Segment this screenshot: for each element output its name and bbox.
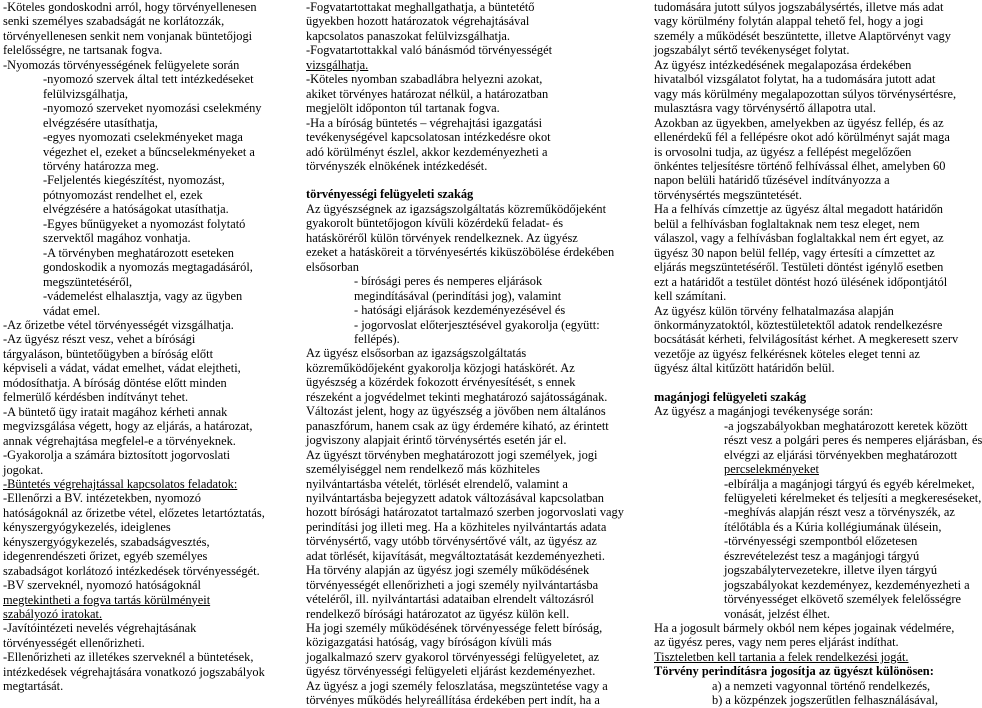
text-line: Az ügyész intézkedésének megalapozása érdekében <box>654 57 912 72</box>
text-line: pótnyomozást rendelhet el, ezek <box>43 187 203 202</box>
text-line: közigazgatási hatóság, vagy bíróságon kívüli más <box>306 635 552 650</box>
list-item: - hatósági eljárások kezdeményezésével és <box>354 303 566 318</box>
text-line: kapcsolatos panaszokat felülvizsgálhatja. <box>306 28 511 43</box>
list-item: törvényességet elkövető személyek felelősségre <box>724 592 962 607</box>
text-line: részeként a jogvédelmet tekinti meghatározó sajátosságának. <box>306 389 608 404</box>
text-line: törvényszék elnökének intézkedését. <box>306 158 488 173</box>
text-line: elsősorban <box>306 259 359 274</box>
text-line: jogokat. <box>3 462 44 477</box>
text-line: senki személyes szabadságát ne korlátozzák, <box>3 14 225 29</box>
column-left <box>3 0 268 693</box>
list-item: ítélőtábla és a Kúria kollégiumának ülésein, <box>724 519 942 534</box>
text-line: gondoskodik a nyomozás megtagadásáról, <box>43 260 253 275</box>
text-line: ezeket a hatásköreit a törvényesértés kiküszöbölése érdekében <box>306 245 615 260</box>
text-line: törvénysértés megszüntetését. <box>654 187 802 202</box>
text-line: megtekintheti a fogva tartás körülményeit <box>3 592 211 607</box>
list-item: a) a nemzeti vagyonnal történő rendelkezés, <box>712 678 931 693</box>
text-line: megszüntetéséről, <box>43 274 133 289</box>
list-item: jogszabálytervezetekre, illetve ilyen tárgyú <box>724 563 938 578</box>
list-item: -a jogszabályokban meghatározott keretek között <box>724 418 968 433</box>
text-line: -Ellenőrizheti az illetékes szerveknél a büntetések, <box>3 650 254 665</box>
text-line: -Feljelentés kiegészítést, nyomozást, <box>43 173 225 188</box>
text-line: -Nyomozás törvényességének felügyelete során <box>3 57 240 72</box>
text-line: nyilvántartásba vételét, törlését elrendelő, valamint a <box>306 476 568 491</box>
text-line: kényszergyógykezelés, ideiglenes <box>3 520 171 535</box>
text-line: törvényes működés helyreállítása érdekében pert indít, ha a <box>306 693 600 708</box>
text-line: -Az őrizetbe vétel törvényességét vizsgálhatja. <box>3 317 234 332</box>
text-line: jogszabályt sértő tevékenységet folytat. <box>654 43 850 58</box>
text-line: törvényellenesen senkit nem vonjanak büntetőjogi <box>3 28 253 43</box>
text-line: is orvosolni tudja, az ügyész a fellépést megelőzően <box>654 144 912 159</box>
list-item: -törvényességi szempontból előzetesen <box>724 534 918 549</box>
column-right <box>654 0 982 708</box>
text-line: vádat emel. <box>43 303 101 318</box>
list-item: észrevételezést tesz a magánjogi tárgyú <box>724 548 920 563</box>
text-line: ügyészség a közérdek fokozott érvényesítését, s ennek <box>306 375 576 390</box>
text-line: Törvény perindításra jogosítja az ügyészt különösen: <box>654 664 934 679</box>
text-line: Tiszteletben kell tartania a felek rendelkezési jogát. <box>654 649 909 664</box>
text-line: szervektől magához vonhatja. <box>43 231 191 246</box>
list-item: részt vesz a polgári peres és nemperes eljárásban, és <box>724 433 982 448</box>
text-line: hozott bírósági határozatot tartalmazó szerben jogorvoslati vagy <box>306 505 624 520</box>
text-line: -Egyes bűnügyeket a nyomozást folytató <box>43 216 246 231</box>
text-line: vagy más körülmény megalapozottan súlyos törvénysértésre, <box>654 86 957 101</box>
text-line: -nyomozó szerveket nyomozási cselekmény <box>43 101 262 116</box>
text-line: tárgyaláson, büntetőügyben a bíróság előtt <box>3 346 214 361</box>
text-line: -Fogvatartottakkal való bánásmód törvényességét <box>306 43 553 58</box>
text-line: napon belüli határidő tűzésével indítványozza a <box>654 173 890 188</box>
list-item: jogszabályokat kezdeményez, kezdeményezheti a <box>724 577 970 592</box>
text-line: vételéről, ill. nyilvántartási adataiban elrendelt változásról <box>306 592 594 607</box>
text-line: megtartását. <box>3 679 64 694</box>
list-item: elvégzi az eljárási törvényekben meghatározott <box>724 447 958 462</box>
text-line: kényszergyógykezelés, szabadságvesztés, <box>3 534 210 549</box>
text-line: -vádemelést elhalasztja, vagy az ügyben <box>43 289 243 304</box>
text-line: -Javítóintézeti nevelés végrehajtásának <box>3 621 197 636</box>
text-line: Az ügyész a magánjogi tevékenysége során: <box>654 404 874 419</box>
text-line: Az ügyész a jogi személy feloszlatása, megszüntetése vagy a <box>306 678 608 693</box>
text-line: bocsátását kérheti, felvilágosítást kérhet. A megkeresett szerv <box>654 332 959 347</box>
text-line: végezhet el, ezeket a bűncselekményeket a <box>43 144 255 159</box>
text-line: adó körülményt észlel, akkor kezdeményezheti a <box>306 144 548 159</box>
text-line: Ha a jogosult bármely okból nem képes jogainak védelmére, <box>654 621 955 636</box>
text-line: Ha törvény alapján az ügyész jogi személy működésének <box>306 563 590 578</box>
text-line: kell számítani. <box>654 289 727 304</box>
list-item: vonását, jelzést élhet. <box>724 606 830 621</box>
text-line: képviseli a vádat, vádat emelhet, vádat elejtheti, <box>3 361 241 376</box>
list-item: b) a közpénzek jogszerűtlen felhasználásával, <box>712 693 939 708</box>
text-line: Az ügyész külön törvény felhatalmazása alapján <box>654 303 894 318</box>
text-line: törvényességét ellenőrizheti. <box>3 635 145 650</box>
text-line: Az ügyész elsősorban az igazságszolgáltatás <box>306 346 527 361</box>
text-line: jogviszony alapjait érintő törvénysértés esetén jár el. <box>306 433 567 448</box>
text-line: hatásköréről külön törvények rendelkeznek. Az ügyész <box>306 230 578 245</box>
text-line: -Köteles nyomban szabadlábra helyezni azokat, <box>306 72 543 87</box>
text-line: törvénysértő, vagy utóbb törvénysértővé vált, az ügyész az <box>306 534 597 549</box>
text-line: vezetője az ügyész felkérésnek köteles eleget tenni az <box>654 346 920 361</box>
text-line: -A büntető ügy iratait magához kérheti annak <box>3 404 228 419</box>
column-middle <box>306 0 624 708</box>
text-line: szabályozó iratokat. <box>3 607 103 622</box>
text-line: eljárás megszüntetéséről. Testületi döntést igénylő esetben <box>654 260 944 275</box>
text-line: -Ellenőrzi a BV. intézetekben, nyomozó <box>3 491 201 506</box>
text-line: -Az ügyész részt vesz, vehet a bírósági <box>3 332 196 347</box>
section-heading: törvényességi felügyeleti szakág <box>306 187 474 202</box>
text-line: vizsgálhatja. <box>306 57 369 72</box>
text-line: gyakorolt büntetőjogon kívüli közérdekű feladat- és <box>306 216 564 231</box>
text-line: jogalkalmazó szerv gyakorol törvényességi felügyeletet, az <box>306 649 600 664</box>
text-line: ügyekben hozott határozatok végrehajtásával <box>306 14 530 29</box>
text-line: ügyész 30 napon belül fellép, vagy értesíti a címzettet az <box>654 245 935 260</box>
text-line: nyilvántartásba bejegyzett adatok változásával kapcsolatban <box>306 490 604 505</box>
section-label: -Büntetés végrehajtással kapcsolatos feladatok: <box>3 476 238 491</box>
text-line: -Ha a bíróság büntetés – végrehajtási igazgatási <box>306 115 543 130</box>
list-item: fellépés). <box>354 331 400 346</box>
text-line: mulasztásra vagy törvénysértő állapotra utal. <box>654 101 876 116</box>
text-line: elvégzésére a hatóságokat utasíthatja. <box>43 202 229 217</box>
text-line: Az ügyészségnek az igazságszolgáltatás közreműködőjeként <box>306 201 607 216</box>
text-line: ügyész törvényességi felügyeleti eljárást kezdeményezhet. <box>306 664 596 679</box>
text-line: személy a működését beszüntette, illetve Alaptörvényt vagy <box>654 28 951 43</box>
list-item: - jogorvoslat előterjesztésével gyakorolja (együtt: <box>354 317 600 332</box>
text-line: ügyész által kitűzött határidőn belül. <box>654 361 835 376</box>
text-line: módosíthatja. A bíróság döntése előtt minden <box>3 375 227 390</box>
text-line: -Fogvatartottakat meghallgathatja, a büntetétő <box>306 0 535 14</box>
text-line: önkéntes teljesítésre történő felhívással élhet, amelyben 60 <box>654 158 946 173</box>
list-item: percselekményeket <box>724 462 819 477</box>
text-line: közreműködőjeként gyakorolja közjogi hatáskörét. Az <box>306 360 575 375</box>
text-line: Ha jogi személy működésének törvényessége felett bíróság, <box>306 621 603 636</box>
text-line: belül a felhívásban foglaltaknak nem tesz eleget, nem <box>654 216 920 231</box>
list-item: - bírósági peres és nemperes eljárások <box>354 274 543 289</box>
text-line: -A törvényben meghatározott eseteken <box>43 245 234 260</box>
text-line: -nyomozó szervek által tett intézkedéseket <box>43 72 254 87</box>
text-line: tudomására jutott súlyos jogszabálysértés, illetve más adat <box>654 0 944 14</box>
text-line: ellenérdekű fél a fellépésre okot adó körülményt saját maga <box>654 130 950 145</box>
text-line: törvény határozza meg. <box>43 158 159 173</box>
list-item: megindításával (perindítási jog), valamint <box>354 288 562 303</box>
text-line: törvényességét ellenőrizheti a jogi személy nyilvántartásba <box>306 577 599 592</box>
text-line: felülvizsgálhatja, <box>43 86 128 101</box>
list-item: -elbírálja a magánjogi tárgyú és egyéb kérelmeket, <box>724 476 975 491</box>
text-line: hatóságoknál az őrizetbe vétel, előzetes letartóztatás, <box>3 505 265 520</box>
text-line: megjelölt időponton túl tartanak fogva. <box>306 101 500 116</box>
text-line: idegenrendészeti őrizet, egyéb személyes <box>3 549 208 564</box>
text-line: felelősségre, ne tartsanak fogva. <box>3 43 163 58</box>
text-line: Ha a felhívás címzettje az ügyész által megadott határidőn <box>654 202 943 217</box>
text-line: rendelkező bírósági határozatot az ügyész külön kell. <box>306 606 570 621</box>
text-line: az ügyész peres, vagy nem peres eljárást indíthat. <box>654 635 899 650</box>
text-line: személyiséggel nem rendelkező más közhiteles <box>306 462 540 477</box>
text-line: vagy körülmény folytán alappal tehető fel, hogy a jogi <box>654 14 924 29</box>
text-line: szabadságot korlátozó intézkedések törvényességét. <box>3 563 260 578</box>
text-line: tevékenységével kapcsolatosan intézkedésre okot <box>306 130 551 145</box>
text-line: ezt a határidőt a testület döntést hozó ülésének időpontjától <box>654 274 948 289</box>
list-item: felügyeleti kérelmeket és teljesíti a megkereséseket, <box>724 490 982 505</box>
text-line: -Köteles gondoskodni arról, hogy törvényellenesen <box>3 0 257 14</box>
text-line: panaszfórum, hanem csak az ügy érdemére kiható, az érintett <box>306 418 609 433</box>
text-line: elvégzésére utasíthatja, <box>43 115 158 130</box>
text-line: perindítási jog illeti meg. Ha a közhiteles nyilvántartás adata <box>306 519 607 534</box>
text-line: felmerülő kérdésben indítványt tehet. <box>3 390 189 405</box>
list-item: -meghívás alapján részt vesz a törvényszék, az <box>724 505 955 520</box>
text-line: intézkedések végrehajtására vonatkozó jogszabályok <box>3 664 265 679</box>
section-heading: magánjogi felügyeleti szakág <box>654 389 807 404</box>
text-line: Változást jelent, hogy az ügyészség a jövőben nem általános <box>306 404 606 419</box>
text-line: hivatalból vizsgálatot folytat, ha a tudomására jutott adat <box>654 72 936 87</box>
text-line: Azokban az ügyekben, amelyekben az ügyész fellép, és az <box>654 115 944 130</box>
text-line: megvizsgálása végett, hogy az eljárás, a határozat, <box>3 419 253 434</box>
text-line: -Gyakorolja a számára biztosított jogorvoslati <box>3 448 231 463</box>
text-line: Az ügyészt törvényben meghatározott jogi személyek, jogi <box>306 447 598 462</box>
paragraph-gap <box>306 173 604 187</box>
text-line: akiket törvényes határozat nélkül, a határozatban <box>306 86 549 101</box>
text-line: válaszol, vagy a felhívásban foglaltakkal nem ért egyet, az <box>654 231 944 246</box>
text-line: -egyes nyomozati cselekményeket maga <box>43 130 243 145</box>
text-line: önkormányzatoktól, köztestületektől adatok rendelkezésre <box>654 317 943 332</box>
text-line: annak végrehajtása megfelel-e a törvényeknek. <box>3 433 236 448</box>
paragraph-gap <box>654 376 957 390</box>
text-line: -BV szerveknél, nyomozó hatóságoknál <box>3 578 201 593</box>
text-line: adat törlését, kijavítását, megváltoztatását kezdeményezheti. <box>306 548 605 563</box>
